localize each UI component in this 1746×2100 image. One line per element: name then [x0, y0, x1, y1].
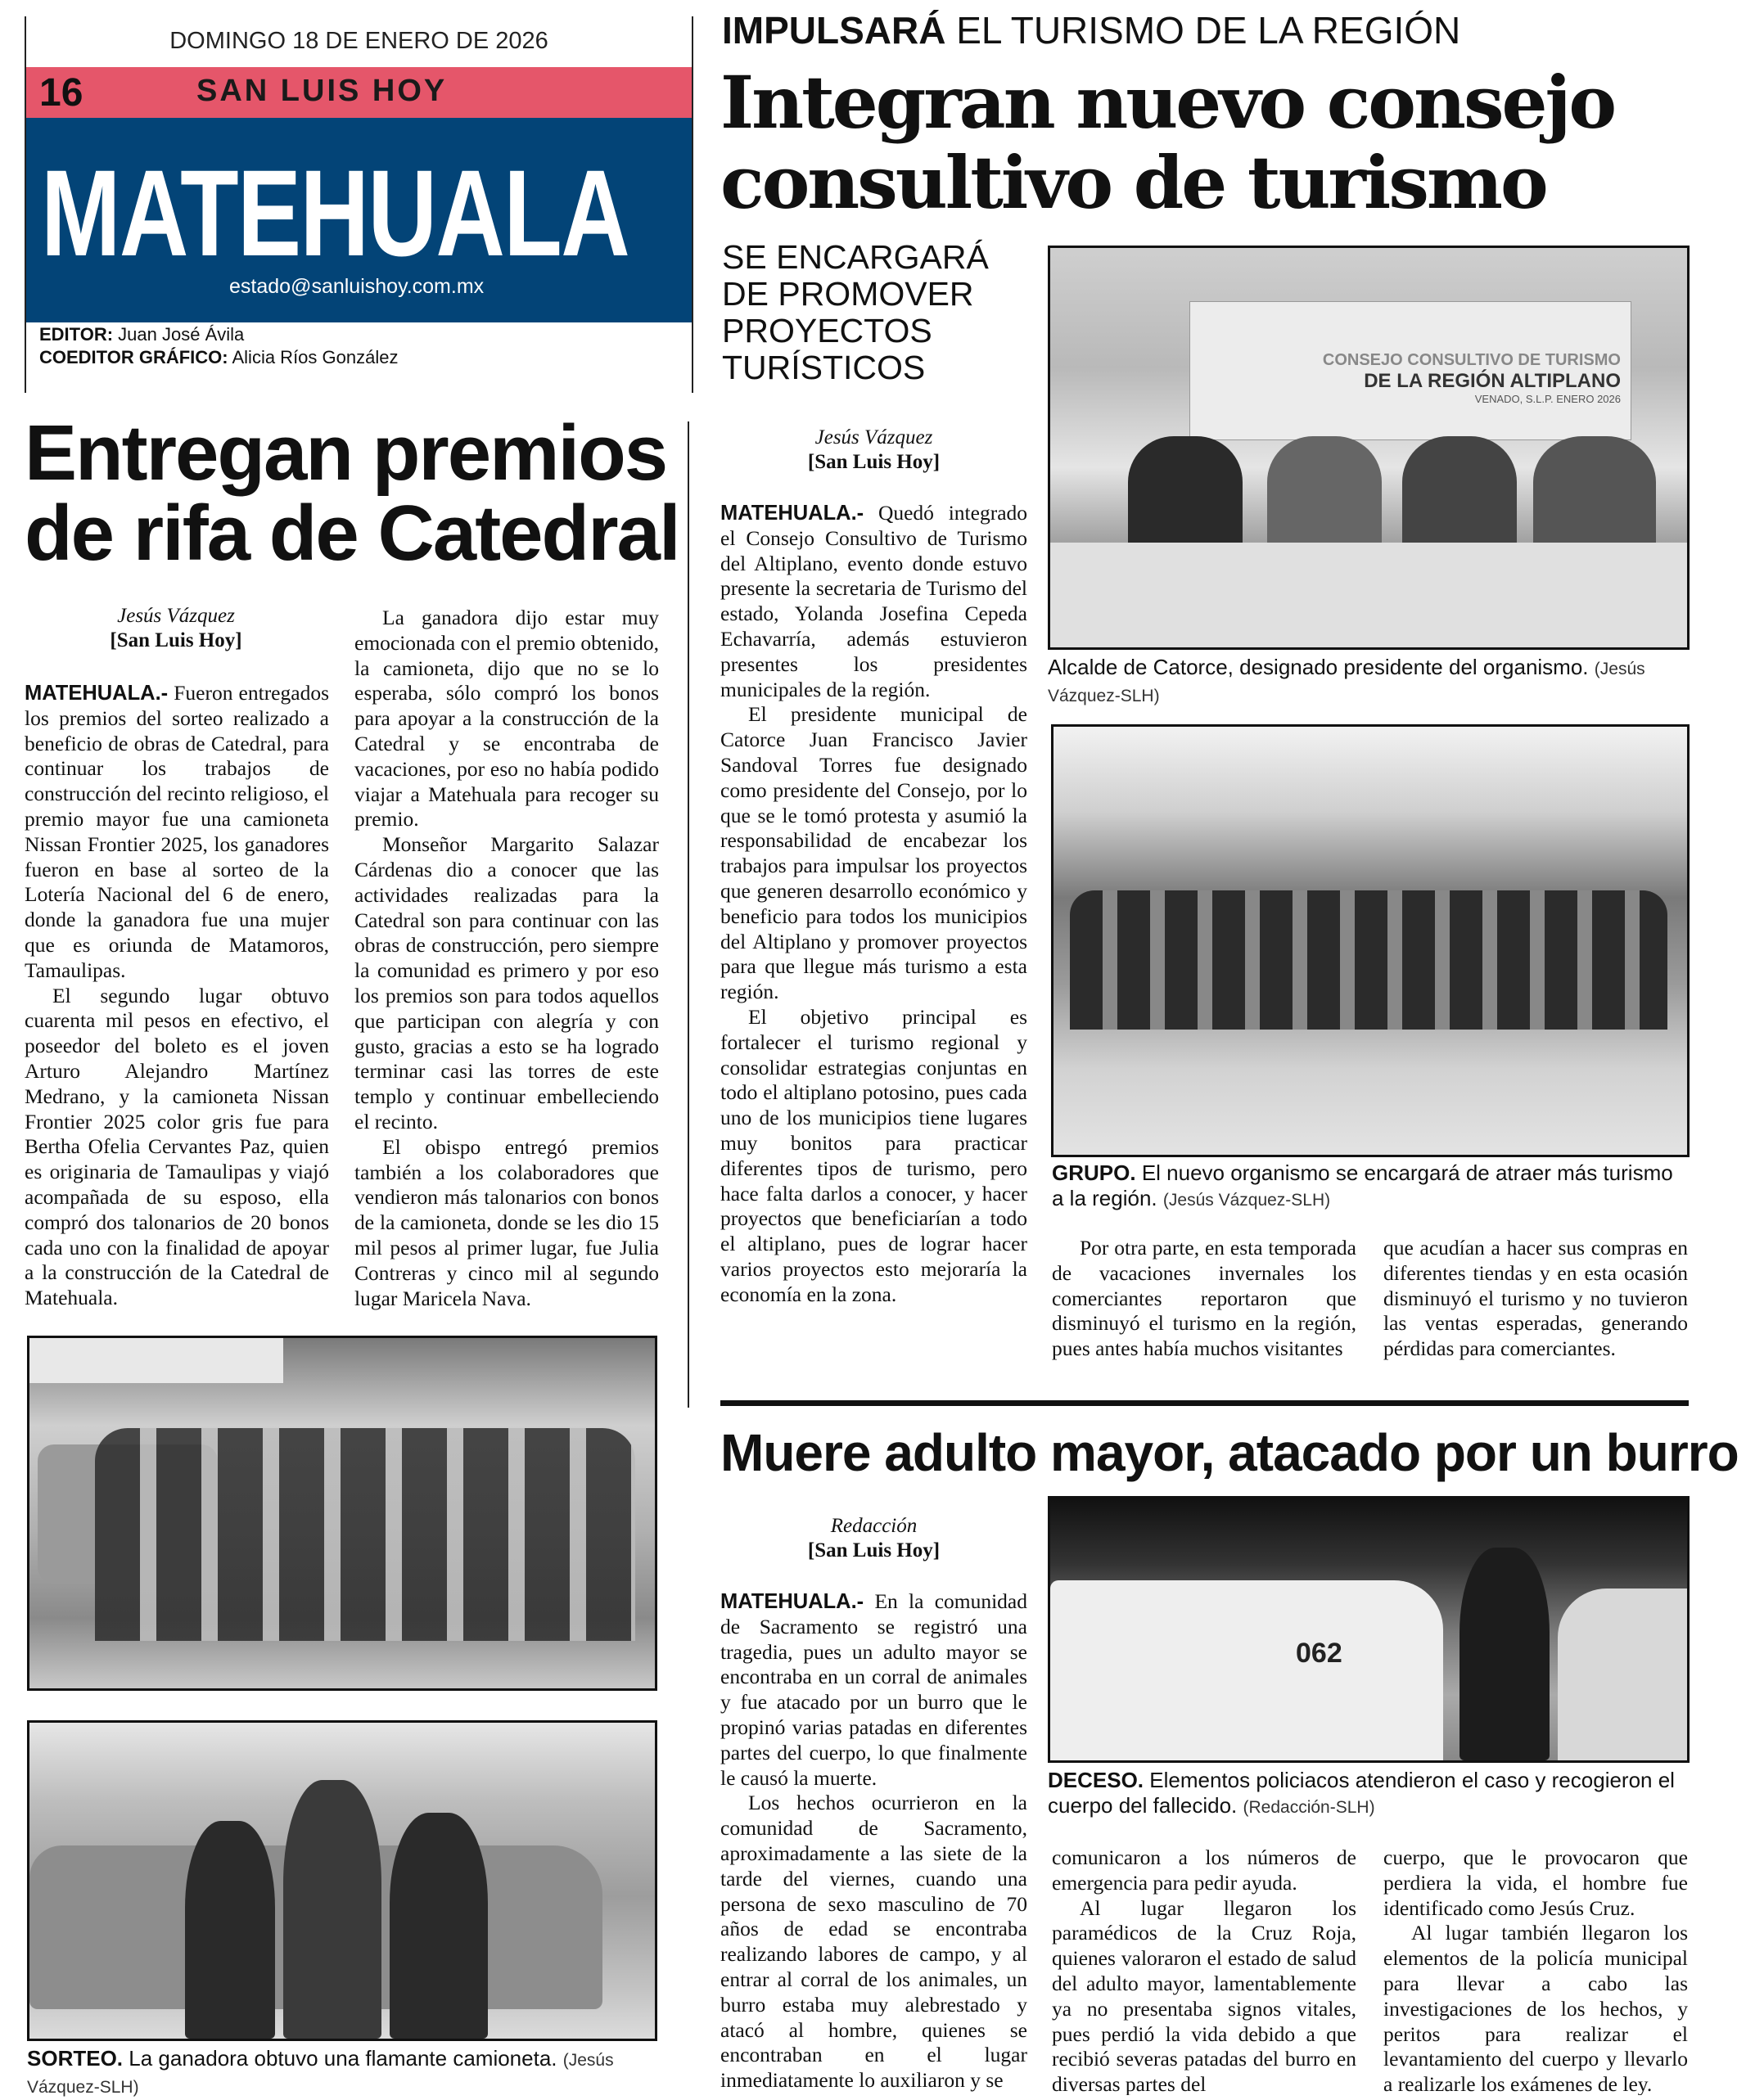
headline-line: consultivo de turismo	[720, 140, 1546, 225]
photo-prize-group	[27, 1336, 657, 1691]
headline-rifa	[25, 409, 679, 577]
table	[1050, 543, 1687, 647]
article-turismo-column-3: que acudían a hacer sus compras en diferentes tiendas y en esta ocasión disminuyó el turismo y no tuvieron las ventas esperadas, generando pérdidas para comerciantes.	[1383, 1236, 1688, 1361]
photo-police-scene	[1048, 1496, 1690, 1763]
headline-line: Integran nuevo consejo	[720, 60, 1615, 145]
article-turismo-column-2: Por otra parte, en esta temporada de vacaciones invernales los comerciantes reportaron que disminuyó el turismo en la región, pues antes había muchos visitantes	[1052, 1236, 1356, 1361]
tent-canopy	[29, 1338, 283, 1383]
police-vehicle	[1050, 1580, 1443, 1760]
person-silhouette	[1267, 436, 1382, 551]
person-silhouette	[283, 1780, 381, 2039]
byline-burro: Redacción [San Luis Hoy]	[807, 1515, 941, 1561]
section-title: MATEHUALA	[41, 144, 629, 282]
subdeck-line: SE ENCARGARÁ	[722, 238, 989, 276]
group-people	[95, 1428, 635, 1641]
subdeck-line: PROYECTOS	[722, 312, 932, 349]
article-burro-column-1: MATEHUALA.- En la comunidad de Sacramento se registró una tragedia, pues un adulto mayor se encontraba en un corral de animales y fue atacado por un burro que le propinó varias patadas en diferentes partes del cuerpo, lo que finalmente le causó la muerte. Los hechos ocurrieron en la comunidad de Sacramento, aproximadamente a las siete de la tarde del viernes, cuando una persona de sexo masculino de 70 años de edad se encontraba realizando labores de campo, y al entrar al corral de los animales, un burro estaba muy alebrestado y atacó al hombre, quienes se encontraban en el lugar inmediatamente lo auxiliaron y se	[720, 1589, 1027, 2093]
coeditor-credit: COEDITOR GRÁFICO: Alicia Ríos González	[39, 347, 399, 367]
byline-rifa: Jesús Vázquez [San Luis Hoy]	[110, 605, 242, 651]
photo-council-table	[1048, 246, 1690, 650]
headline-burro: Muere adulto mayor, atacado por un burro	[720, 1423, 1739, 1482]
person-silhouette	[1128, 436, 1243, 551]
council-banner	[1189, 301, 1631, 440]
vehicle-number: 062	[1296, 1638, 1342, 1669]
photo-council-group	[1051, 724, 1690, 1157]
masthead-right-rule	[692, 16, 693, 393]
subdeck-line: DE PROMOVER	[722, 275, 974, 313]
group-people	[1070, 890, 1667, 1030]
caption-council-photo: Alcalde de Catorce, designado presidente del organismo. (Jesús Vázquez-SLH)	[1048, 655, 1645, 705]
caption-group-photo: GRUPO. El nuevo organismo se encargará de atraer más turismo a la región. (Jesús Vázquez-SLH)	[1052, 1160, 1673, 1210]
caption-prize-photo: SORTEO. La ganadora obtuvo una flamante camioneta. (Jesús Vázquez-SLH)	[27, 2046, 614, 2097]
article-burro-column-3: cuerpo, que le provocaron que perdiera la vida, el hombre fue identificado como Jesús Cruz. Al lugar también llegaron los elementos de la policía municipal para llevar a cabo las investigaciones de los hechos, y peritos para realizar el levantamiento del cuerpo y llevarlo a realizarle los exámenes de ley.	[1383, 1845, 1688, 2095]
banner-text: DE LA REGIÓN ALTIPLANO	[1364, 370, 1621, 392]
headline-line: Entregan premios	[25, 409, 667, 497]
officer-silhouette	[1460, 1548, 1550, 1760]
person-silhouette	[185, 1821, 275, 2039]
article-rifa-column-1: MATEHUALA.- Fueron entregados los premios del sorteo realizado a beneficio de obras de Catedral, para continuar los trabajos de construcción del recinto religioso, el premio mayor fue una camioneta Nissan Frontier 2025, los ganadores fueron en base al sorteo de la Lotería Nacional del 6 de enero, donde la ganadora fue una mujer que es oriunda de Matamoros, Tamaulipas. El segundo lugar obtuvo cuarenta mil pesos en efectivo, el poseedor del boleto es el joven Arturo Alejandro Martínez Medrano, y la camioneta Nissan Frontier 2025 color gris fue para Bertha Ofelia Cervantes Paz, quien es originaria de Tamaulipas y viajó acompañada de su esposo, ella compró dos talonarios de 20 bonos cada uno con la finalidad de apoyar a la construcción de la Catedral de Matehuala.	[25, 681, 329, 1310]
article-burro-column-2: comunicaron a los números de emergencia para pedir ayuda. Al lugar llegaron los paramédicos de la Cruz Roja, quienes valoraron el estado de salud del adulto mayor, lamentablemente ya no presentaba signos vitales, pues perdió la vida debido a que recibió severas patadas del burro en diversas partes del	[1052, 1845, 1356, 2095]
byline-turismo: Jesús Vázquez [San Luis Hoy]	[807, 426, 941, 473]
section-email[interactable]: estado@sanluishoy.com.mx	[229, 275, 485, 298]
section-divider	[720, 1400, 1689, 1406]
article-rifa-column-2: La ganadora dijo estar muy emocionada con el premio obtenido, la camioneta, dijo que no se lo esperaba, sólo compró los bonos para apoyar a la construcción de la Catedral y se encontraba de vacaciones, por eso no había podido viajar a Matehuala para recoger su premio. Monseñor Margarito Salazar Cárdenas dio a conocer que las actividades realizadas para la Catedral son para continuar con las obras de construcción, pero siempre la comunidad es primero y por eso los premios son para todos aquellos que participan con alegría y con gusto, gracias a esto se ha logrado terminar casi las torres de este templo y continuar embelleciendo el recinto. El obispo entregó premios también a los colaboradores que vendieron más talonarios con bonos de la camioneta, donde se les dio 15 mil pesos al primer lugar, fue Julia Contreras y cinco mil al segundo lugar Maricela Nava.	[354, 606, 659, 1310]
kicker: IMPULSARÁ EL TURISMO DE LA REGIÓN	[722, 9, 1461, 52]
subdeck-line: TURÍSTICOS	[722, 349, 926, 386]
person-silhouette	[1402, 436, 1517, 551]
editor-credit: EDITOR: Juan José Ávila	[39, 324, 245, 345]
parked-car	[1558, 1589, 1689, 1760]
paper-name: SAN LUIS HOY	[196, 74, 448, 108]
banner-text: CONSEJO CONSULTIVO DE TURISMO	[1322, 351, 1621, 369]
banner-text: VENADO, S.L.P. ENERO 2026	[1474, 393, 1621, 405]
page-number: 16	[39, 71, 83, 115]
subdeck	[722, 239, 989, 386]
headline-line: de rifa de Catedral	[25, 489, 679, 577]
issue-date: DOMINGO 18 DE ENERO DE 2026	[169, 28, 548, 54]
headline-turismo	[720, 62, 1614, 223]
person-silhouette	[390, 1813, 488, 2039]
article-turismo-column-1: MATEHUALA.- Quedó integrado el Consejo Consultivo de Turismo del Altiplano, evento donde estuvo presente la secretaria de Turismo del estado, Yolanda Josefina Cepeda Echavarría, además estuvieron presentes los presidentes municipales de la región. El presidente municipal de Catorce Juan Francisco Javier Sandoval Torres fue designado como presidente del Consejo, por lo que se le tomó protesta y asumió la responsabilidad de encabezar los trabajos para impulsar los proyectos que generen desarrollo económico y beneficio para todos los municipios del Altiplano y promover proyectos para que llegue más turismo a esta región. El objetivo principal es fortalecer el turismo regional y consolidar estrategias conjuntas en todo el altiplano potosino, pues cada uno de los municipios tiene lugares muy bonitos para practicar diferentes tipos de turismo, pero hace falta darlos a conocer, y hacer proyectos que beneficiarían a todo el altiplano, pues de lograr hacer varios proyectos esto mejoraría la economía en la zona.	[720, 501, 1027, 1306]
caption-police-photo: DECESO. Elementos policiacos atendieron el caso y recogieron el cuerpo del fallecido. (Redacción-SLH)	[1048, 1768, 1675, 1818]
photo-prize-winner	[27, 1720, 657, 2041]
column-rule	[688, 421, 689, 1408]
person-silhouette	[1533, 436, 1656, 551]
